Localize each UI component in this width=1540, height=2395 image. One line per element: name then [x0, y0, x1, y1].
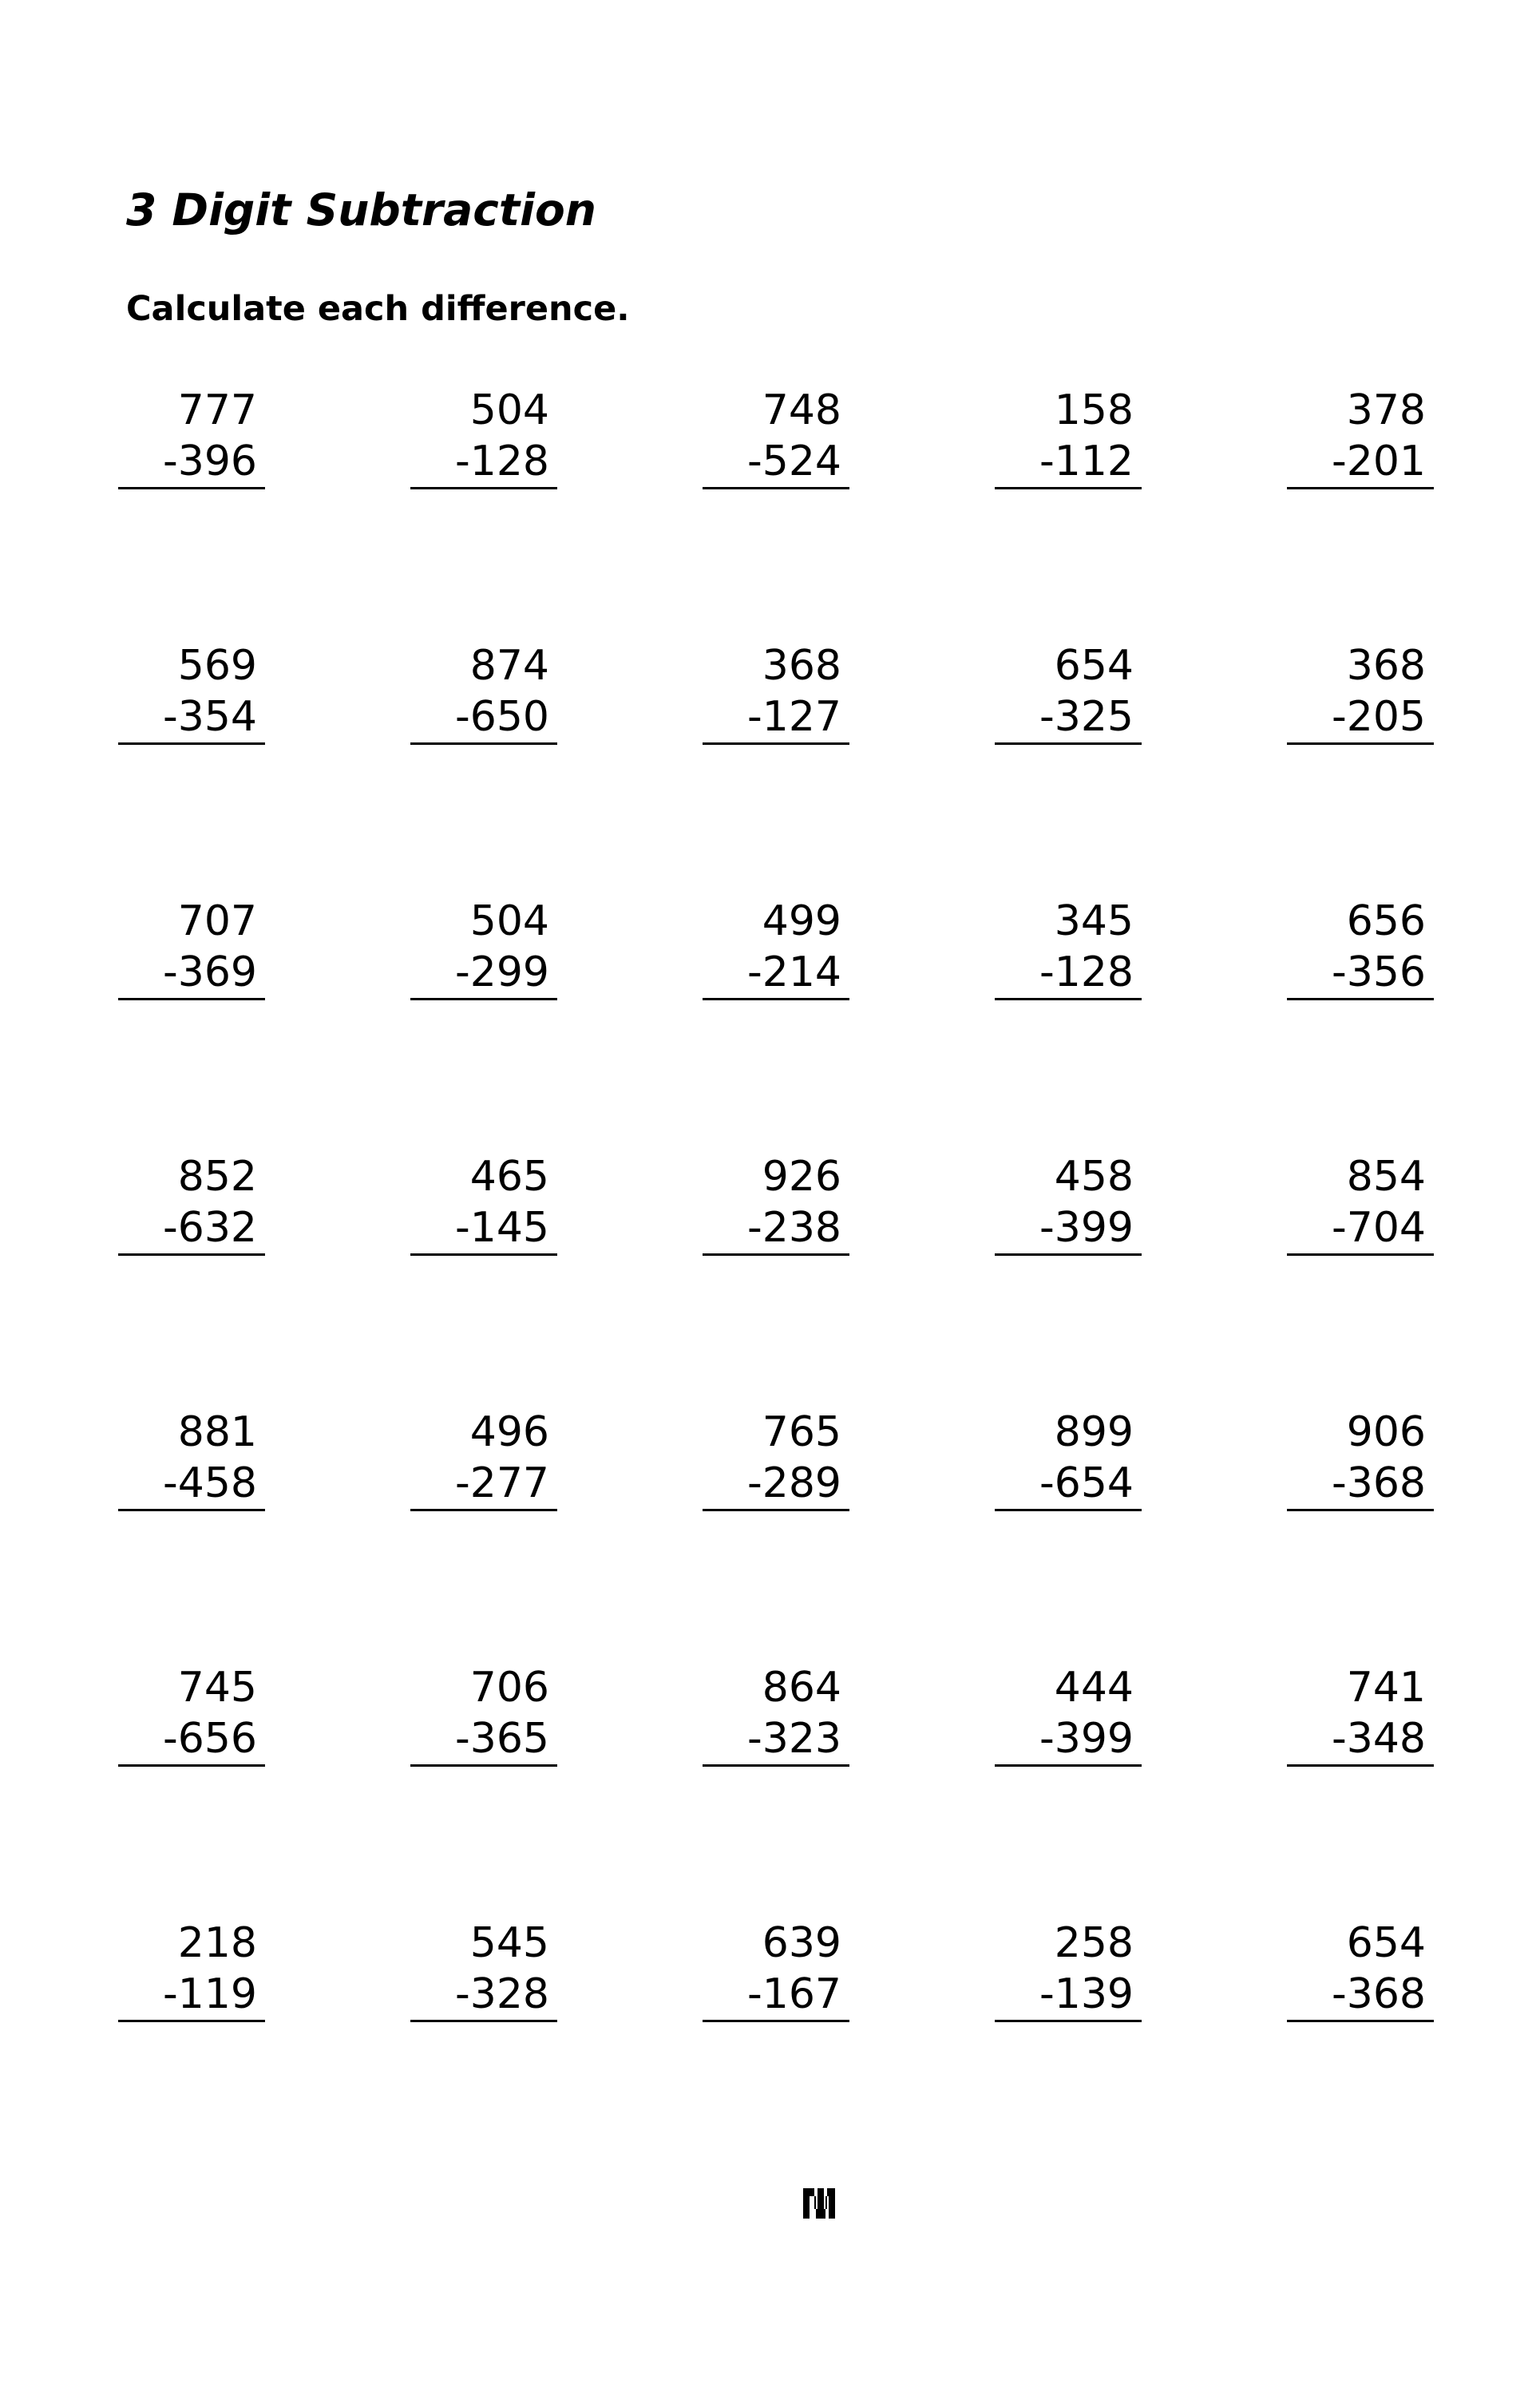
minuend: 777 [177, 386, 257, 434]
minuend: 504 [469, 897, 549, 945]
minuend: 706 [469, 1664, 549, 1712]
subtrahend: -323 [746, 1715, 841, 1763]
problem-1-3 [703, 386, 849, 492]
minuend: 741 [1346, 1664, 1426, 1712]
answer-line [703, 1253, 849, 1256]
subtrahend: -289 [746, 1459, 841, 1507]
answer-line [995, 1764, 1142, 1767]
subtrahend: -354 [162, 693, 257, 741]
problem-2-2 [410, 642, 557, 747]
subtrahend: -656 [162, 1715, 257, 1763]
subtrahend: -299 [454, 948, 549, 996]
subtrahend: -167 [746, 1970, 841, 2018]
minuend: 458 [1054, 1153, 1134, 1201]
minuend: 368 [1346, 642, 1426, 690]
answer-line [410, 487, 557, 489]
problem-7-5 [1287, 1919, 1434, 2025]
answer-line [118, 1253, 265, 1256]
subtrahend: -650 [454, 693, 549, 741]
problem-2-1 [118, 642, 265, 747]
answer-line [703, 2020, 849, 2022]
answer-line [1287, 1509, 1434, 1511]
minuend: 368 [762, 642, 841, 690]
answer-line [118, 487, 265, 489]
answer-line [118, 1509, 265, 1511]
problem-6-3 [703, 1664, 849, 1769]
problem-5-5 [1287, 1408, 1434, 1514]
minuend: 881 [177, 1408, 257, 1456]
problem-7-4 [995, 1919, 1142, 2025]
subtrahend: -325 [1039, 693, 1134, 741]
subtrahend: -356 [1331, 948, 1426, 996]
minuend: 748 [762, 386, 841, 434]
answer-line [410, 998, 557, 1000]
brand-logo-icon [802, 2185, 837, 2220]
minuend: 656 [1346, 897, 1426, 945]
answer-line [995, 2020, 1142, 2022]
subtrahend: -201 [1331, 437, 1426, 485]
answer-line [410, 1253, 557, 1256]
minuend: 345 [1054, 897, 1134, 945]
answer-line [118, 2020, 265, 2022]
answer-line [410, 1764, 557, 1767]
subtrahend: -399 [1039, 1204, 1134, 1252]
subtrahend: -238 [746, 1204, 841, 1252]
minuend: 852 [177, 1153, 257, 1201]
answer-line [410, 1509, 557, 1511]
answer-line [995, 1509, 1142, 1511]
answer-line [1287, 487, 1434, 489]
answer-line [703, 1509, 849, 1511]
answer-line [995, 487, 1142, 489]
answer-line [410, 742, 557, 745]
minuend: 854 [1346, 1153, 1426, 1201]
problem-7-1 [118, 1919, 265, 2025]
problem-1-4 [995, 386, 1142, 492]
answer-line [1287, 742, 1434, 745]
problem-3-1 [118, 897, 265, 1003]
answer-line [995, 998, 1142, 1000]
minuend: 499 [762, 897, 841, 945]
answer-line [410, 2020, 557, 2022]
page-title: 3 Digit Subtraction [126, 184, 596, 236]
problem-7-2 [410, 1919, 557, 2025]
subtrahend: -277 [454, 1459, 549, 1507]
minuend: 639 [762, 1919, 841, 1967]
problem-3-5 [1287, 897, 1434, 1003]
problem-4-2 [410, 1153, 557, 1258]
problem-3-2 [410, 897, 557, 1003]
problem-2-3 [703, 642, 849, 747]
subtrahend: -139 [1039, 1970, 1134, 2018]
problem-4-1 [118, 1153, 265, 1258]
problem-4-3 [703, 1153, 849, 1258]
answer-line [995, 742, 1142, 745]
minuend: 707 [177, 897, 257, 945]
problem-4-4 [995, 1153, 1142, 1258]
subtrahend: -128 [1039, 948, 1134, 996]
subtrahend: -112 [1039, 437, 1134, 485]
answer-line [703, 1764, 849, 1767]
problem-6-5 [1287, 1664, 1434, 1769]
minuend: 496 [469, 1408, 549, 1456]
problem-5-4 [995, 1408, 1142, 1514]
minuend: 504 [469, 386, 549, 434]
problem-6-1 [118, 1664, 265, 1769]
subtrahend: -368 [1331, 1459, 1426, 1507]
problem-1-2 [410, 386, 557, 492]
subtrahend: -396 [162, 437, 257, 485]
minuend: 864 [762, 1664, 841, 1712]
answer-line [995, 1253, 1142, 1256]
subtrahend: -654 [1039, 1459, 1134, 1507]
minuend: 545 [469, 1919, 549, 1967]
subtrahend: -128 [454, 437, 549, 485]
problem-2-5 [1287, 642, 1434, 747]
answer-line [703, 487, 849, 489]
answer-line [1287, 1253, 1434, 1256]
subtrahend: -348 [1331, 1715, 1426, 1763]
minuend: 899 [1054, 1408, 1134, 1456]
subtrahend: -365 [454, 1715, 549, 1763]
minuend: 926 [762, 1153, 841, 1201]
minuend: 874 [469, 642, 549, 690]
subtrahend: -704 [1331, 1204, 1426, 1252]
subtrahend: -632 [162, 1204, 257, 1252]
minuend: 258 [1054, 1919, 1134, 1967]
problem-5-2 [410, 1408, 557, 1514]
answer-line [703, 998, 849, 1000]
answer-line [1287, 998, 1434, 1000]
minuend: 654 [1346, 1919, 1426, 1967]
subtrahend: -205 [1331, 693, 1426, 741]
problem-3-3 [703, 897, 849, 1003]
subtrahend: -368 [1331, 1970, 1426, 2018]
subtrahend: -524 [746, 437, 841, 485]
minuend: 654 [1054, 642, 1134, 690]
minuend: 444 [1054, 1664, 1134, 1712]
problem-5-3 [703, 1408, 849, 1514]
problem-1-5 [1287, 386, 1434, 492]
minuend: 765 [762, 1408, 841, 1456]
minuend: 158 [1054, 386, 1134, 434]
problem-6-4 [995, 1664, 1142, 1769]
subtrahend: -145 [454, 1204, 549, 1252]
subtrahend: -399 [1039, 1715, 1134, 1763]
answer-line [703, 742, 849, 745]
answer-line [118, 1764, 265, 1767]
subtrahend: -369 [162, 948, 257, 996]
subtrahend: -127 [746, 693, 841, 741]
answer-line [1287, 2020, 1434, 2022]
minuend: 218 [177, 1919, 257, 1967]
problem-3-4 [995, 897, 1142, 1003]
problem-6-2 [410, 1664, 557, 1769]
subtrahend: -328 [454, 1970, 549, 2018]
minuend: 569 [177, 642, 257, 690]
problem-4-5 [1287, 1153, 1434, 1258]
minuend: 378 [1346, 386, 1426, 434]
subtrahend: -119 [162, 1970, 257, 2018]
minuend: 465 [469, 1153, 549, 1201]
subtrahend: -214 [746, 948, 841, 996]
minuend: 745 [177, 1664, 257, 1712]
subtrahend: -458 [162, 1459, 257, 1507]
problem-5-1 [118, 1408, 265, 1514]
instructions: Calculate each difference. [126, 289, 630, 329]
problem-1-1 [118, 386, 265, 492]
answer-line [1287, 1764, 1434, 1767]
minuend: 906 [1346, 1408, 1426, 1456]
problem-7-3 [703, 1919, 849, 2025]
answer-line [118, 742, 265, 745]
problem-2-4 [995, 642, 1142, 747]
answer-line [118, 998, 265, 1000]
